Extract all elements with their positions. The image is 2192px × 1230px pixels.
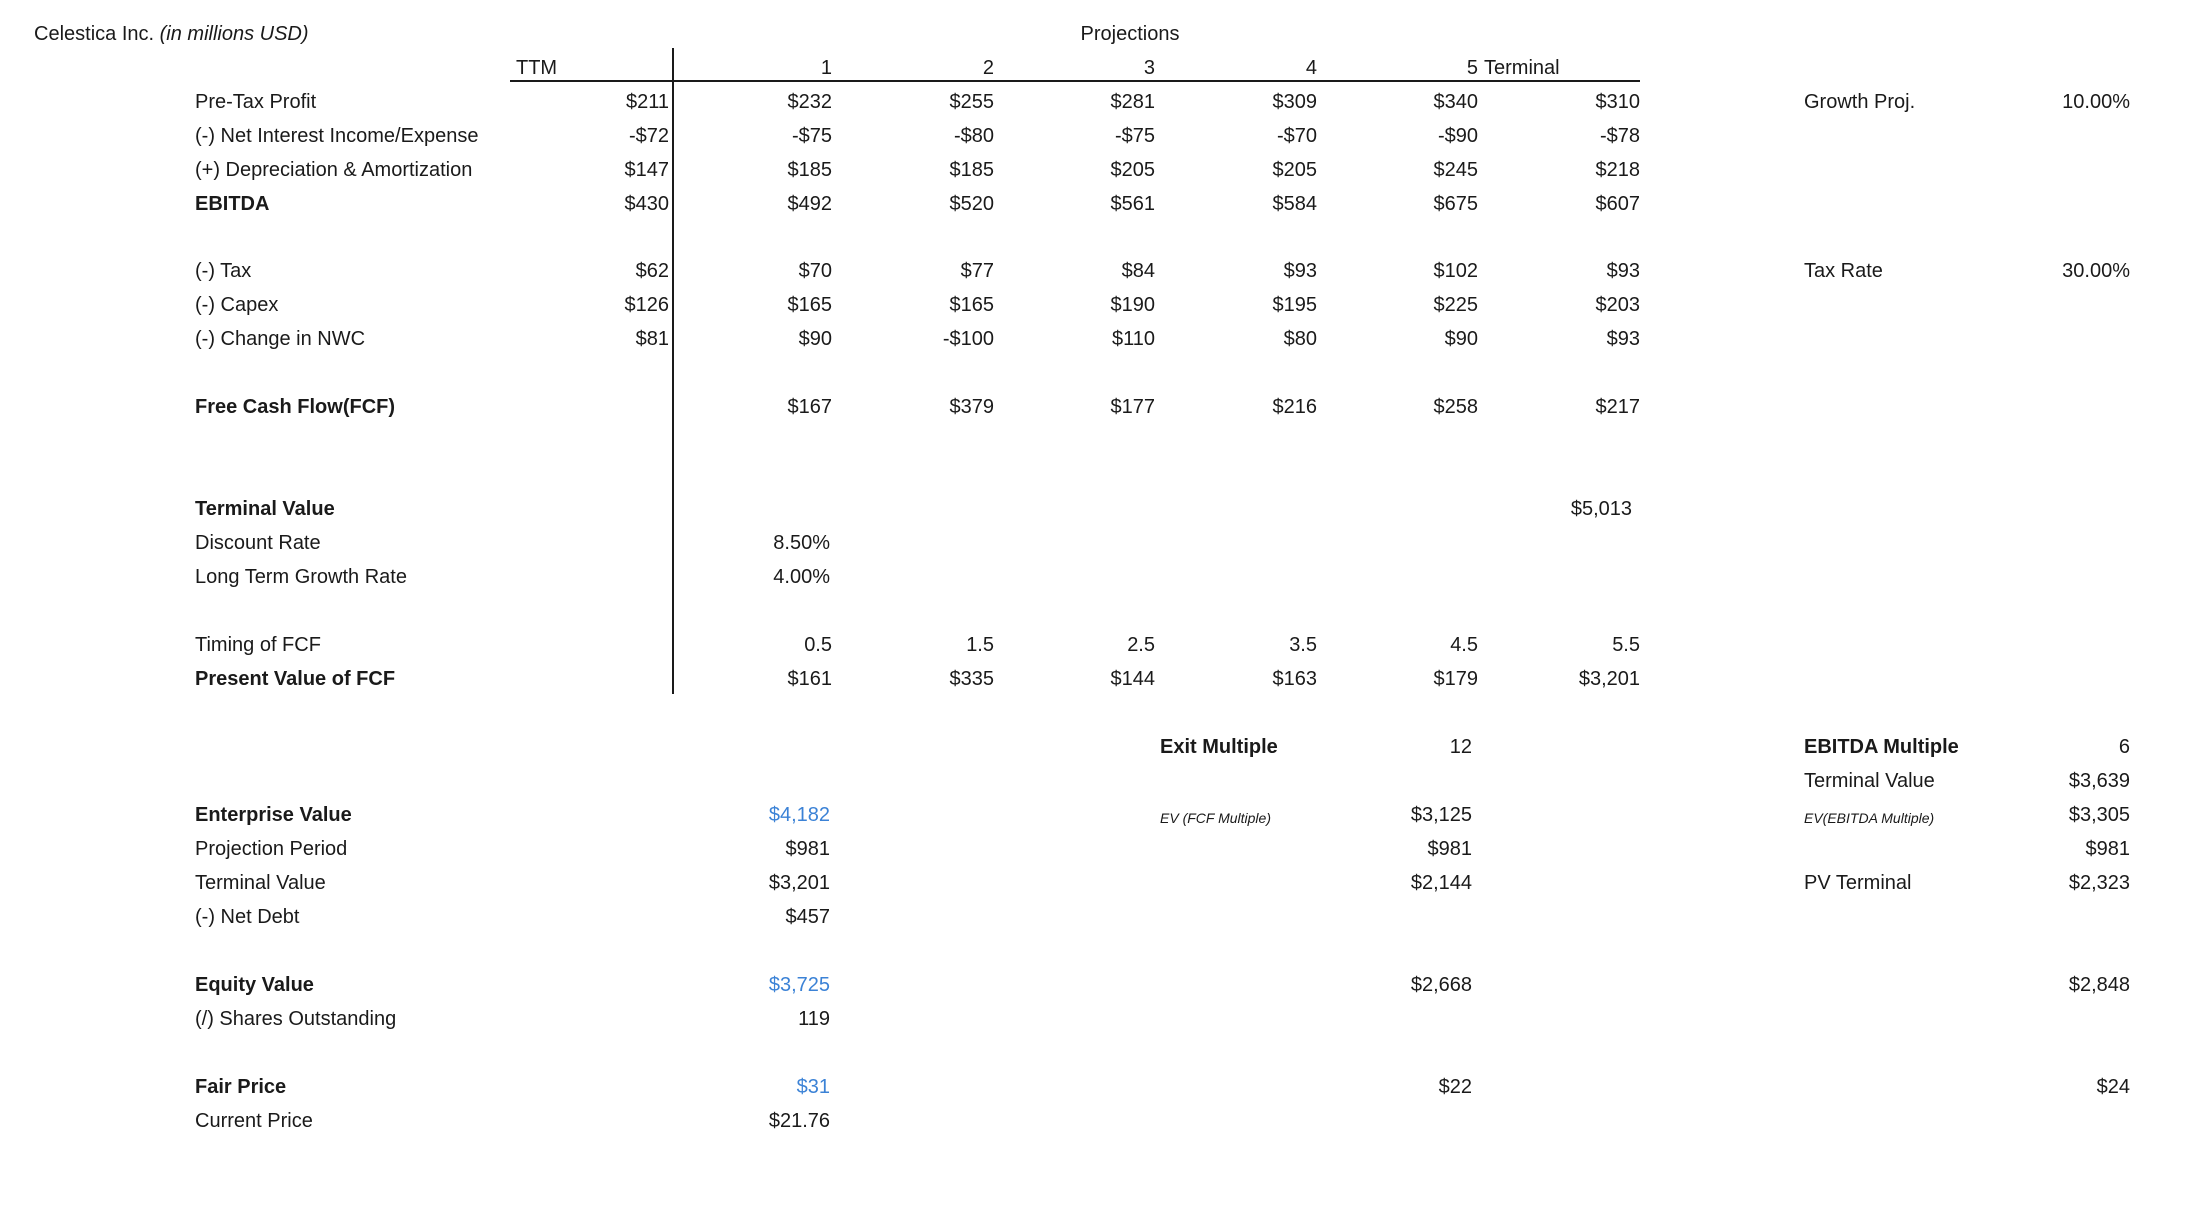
projection-cell: $102 [1433, 260, 1478, 282]
current-price-label: Current Price [195, 1110, 313, 1132]
exit-fair-price: $22 [1438, 1076, 1472, 1098]
row-label: (-) Change in NWC [195, 328, 366, 350]
ev-fcf-multiple-value: $3,125 [1410, 804, 1472, 826]
ebitda-equity-value: $2,848 [2068, 974, 2130, 996]
pv-cell: $335 [949, 668, 994, 690]
projection-cell: $165 [787, 294, 832, 316]
exit-pv-terminal-value: $2,144 [1410, 872, 1472, 894]
ttm-header: TTM [516, 57, 558, 79]
projection-cell: $607 [1595, 193, 1640, 215]
projection-cell: $217 [1595, 396, 1640, 418]
terminal-value: $5,013 [1570, 498, 1632, 520]
ttm-cell: $430 [624, 193, 669, 215]
projection-cell: $492 [787, 193, 832, 215]
valuation-terminal-label: Terminal Value [195, 872, 326, 894]
exit-multiple-value: 12 [1449, 736, 1472, 758]
projection-cell: $190 [1110, 294, 1155, 316]
discount-rate-value: 8.50% [773, 532, 830, 554]
timing-cell: 0.5 [804, 634, 832, 656]
company-name: Celestica Inc. [34, 23, 155, 45]
projection-cell: -$75 [791, 125, 832, 147]
projection-cell: $309 [1272, 91, 1317, 113]
projection-cell: $281 [1110, 91, 1155, 113]
exit-equity-value: $2,668 [1410, 974, 1472, 996]
ebitda-multiple-value: 6 [2118, 736, 2130, 758]
projection-cell: -$80 [953, 125, 994, 147]
projection-cell: $218 [1595, 159, 1640, 181]
header-underline [510, 80, 1640, 82]
projection-cell: $255 [949, 91, 994, 113]
projection-cell: $90 [1444, 328, 1478, 350]
projection-cell: $77 [960, 260, 994, 282]
ebitda-terminal-value: $3,639 [2068, 770, 2130, 792]
ttm-cell: $147 [624, 159, 669, 181]
enterprise-value-label: Enterprise Value [195, 804, 352, 826]
col-header-5: 5 [1466, 57, 1478, 79]
projection-cell: $205 [1272, 159, 1317, 181]
ebitda-fair-price: $24 [2096, 1076, 2130, 1098]
row-label: (-) Capex [195, 294, 279, 316]
discount-rate-label: Discount Rate [195, 532, 321, 554]
ev-fcf-multiple-label: EV (FCF Multiple) [1160, 810, 1271, 826]
net-debt-value: $457 [785, 906, 830, 928]
equity-value: $3,725 [768, 974, 830, 996]
exit-proj-period-value: $981 [1427, 838, 1472, 860]
projection-cell: $167 [787, 396, 832, 418]
row-label: Free Cash Flow(FCF) [195, 396, 396, 418]
projection-cell: $584 [1272, 193, 1317, 215]
ttm-cell: -$72 [628, 125, 669, 147]
fair-price-label: Fair Price [195, 1076, 287, 1098]
pv-terminal-label: PV Terminal [1804, 872, 1912, 894]
projection-cell: $93 [1606, 260, 1640, 282]
projection-cell: -$70 [1276, 125, 1317, 147]
projection-cell: $561 [1110, 193, 1155, 215]
projection-cell: $340 [1433, 91, 1478, 113]
pv-cell: $179 [1433, 668, 1478, 690]
pv-cell: $144 [1110, 668, 1155, 690]
ttm-cell: $81 [635, 328, 669, 350]
units-note: (in millions USD) [159, 23, 309, 45]
terminal-value-label: Terminal Value [195, 498, 335, 520]
row-label: (-) Tax [195, 260, 252, 282]
terminal-header: Terminal [1484, 57, 1560, 79]
ltg-rate-value: 4.00% [773, 566, 830, 588]
ttm-cell: $62 [635, 260, 669, 282]
row-label: Pre-Tax Profit [195, 91, 317, 113]
growth-label: Growth Proj. [1804, 91, 1916, 113]
projection-cell: $258 [1433, 396, 1478, 418]
projection-cell: $225 [1433, 294, 1478, 316]
projection-cell: $520 [949, 193, 994, 215]
projection-cell: $205 [1110, 159, 1155, 181]
projection-cell: $675 [1433, 193, 1478, 215]
shares-outstanding-label: (/) Shares Outstanding [195, 1008, 397, 1030]
valuation-terminal-value: $3,201 [768, 872, 830, 894]
col-header-3: 3 [1143, 57, 1155, 79]
tax-rate-value: 30.00% [2062, 260, 2130, 282]
sheet-title [34, 22, 309, 46]
tax-rate-label: Tax Rate [1804, 260, 1883, 282]
projection-cell: $90 [798, 328, 832, 350]
projection-cell: $110 [1111, 328, 1155, 350]
projection-cell: -$75 [1114, 125, 1155, 147]
pv-terminal-value: $2,323 [2068, 872, 2130, 894]
projection-cell: $310 [1595, 91, 1640, 113]
projection-cell: $165 [949, 294, 994, 316]
projection-cell: $93 [1606, 328, 1640, 350]
projection-cell: $80 [1283, 328, 1317, 350]
exit-multiple-label: Exit Multiple [1160, 736, 1278, 758]
projection-cell: $195 [1272, 294, 1317, 316]
timing-label: Timing of FCF [195, 634, 321, 656]
shares-outstanding-value: 119 [798, 1008, 830, 1030]
pv-fcf-label: Present Value of FCF [195, 668, 396, 690]
ev-ebitda-multiple-label: EV(EBITDA Multiple) [1804, 810, 1935, 826]
projection-cell: $379 [949, 396, 994, 418]
projection-cell: -$90 [1437, 125, 1478, 147]
projections-header: Projections [1080, 23, 1180, 45]
col-header-2: 2 [982, 57, 994, 79]
projection-cell: $177 [1110, 396, 1155, 418]
current-price-value: $21.76 [768, 1110, 830, 1132]
row-label: (+) Depreciation & Amortization [195, 159, 473, 181]
projection-cell: $93 [1283, 260, 1317, 282]
fair-price-value: $31 [796, 1076, 830, 1098]
ltg-rate-label: Long Term Growth Rate [195, 566, 407, 588]
ebitda-terminal-value-label: Terminal Value [1804, 770, 1935, 792]
ev-ebitda-multiple-value: $3,305 [2068, 804, 2130, 826]
ttm-divider [672, 48, 674, 694]
row-label: (-) Net Interest Income/Expense [195, 125, 479, 147]
projection-cell: $185 [949, 159, 994, 181]
equity-value-label: Equity Value [195, 974, 314, 996]
projection-period-value: $981 [785, 838, 830, 860]
enterprise-value: $4,182 [768, 804, 830, 826]
projection-cell: $245 [1433, 159, 1478, 181]
growth-value: 10.00% [2062, 91, 2130, 113]
timing-cell: 3.5 [1289, 634, 1317, 656]
col-header-4: 4 [1305, 57, 1317, 79]
col-header-1: 1 [820, 57, 832, 79]
pv-cell: $163 [1272, 668, 1317, 690]
row-label: EBITDA [195, 193, 270, 215]
projection-cell: -$78 [1599, 125, 1640, 147]
projection-cell: $84 [1121, 260, 1155, 282]
projection-cell: -$100 [942, 328, 994, 350]
timing-cell: 1.5 [966, 634, 994, 656]
projection-cell: $70 [798, 260, 832, 282]
pv-cell: $3,201 [1578, 668, 1640, 690]
net-debt-label: (-) Net Debt [195, 906, 300, 928]
pv-cell: $161 [787, 668, 832, 690]
ebitda-proj-period-value: $981 [2085, 838, 2130, 860]
ebitda-multiple-label: EBITDA Multiple [1804, 736, 1959, 758]
timing-cell: 5.5 [1612, 634, 1640, 656]
ttm-cell: $211 [625, 91, 669, 113]
projection-cell: $203 [1595, 294, 1640, 316]
timing-cell: 4.5 [1450, 634, 1478, 656]
ttm-cell: $126 [624, 294, 669, 316]
projection-cell: $216 [1272, 396, 1317, 418]
projection-cell: $232 [787, 91, 832, 113]
timing-cell: 2.5 [1127, 634, 1155, 656]
projection-period-label: Projection Period [195, 838, 348, 860]
projection-cell: $185 [787, 159, 832, 181]
